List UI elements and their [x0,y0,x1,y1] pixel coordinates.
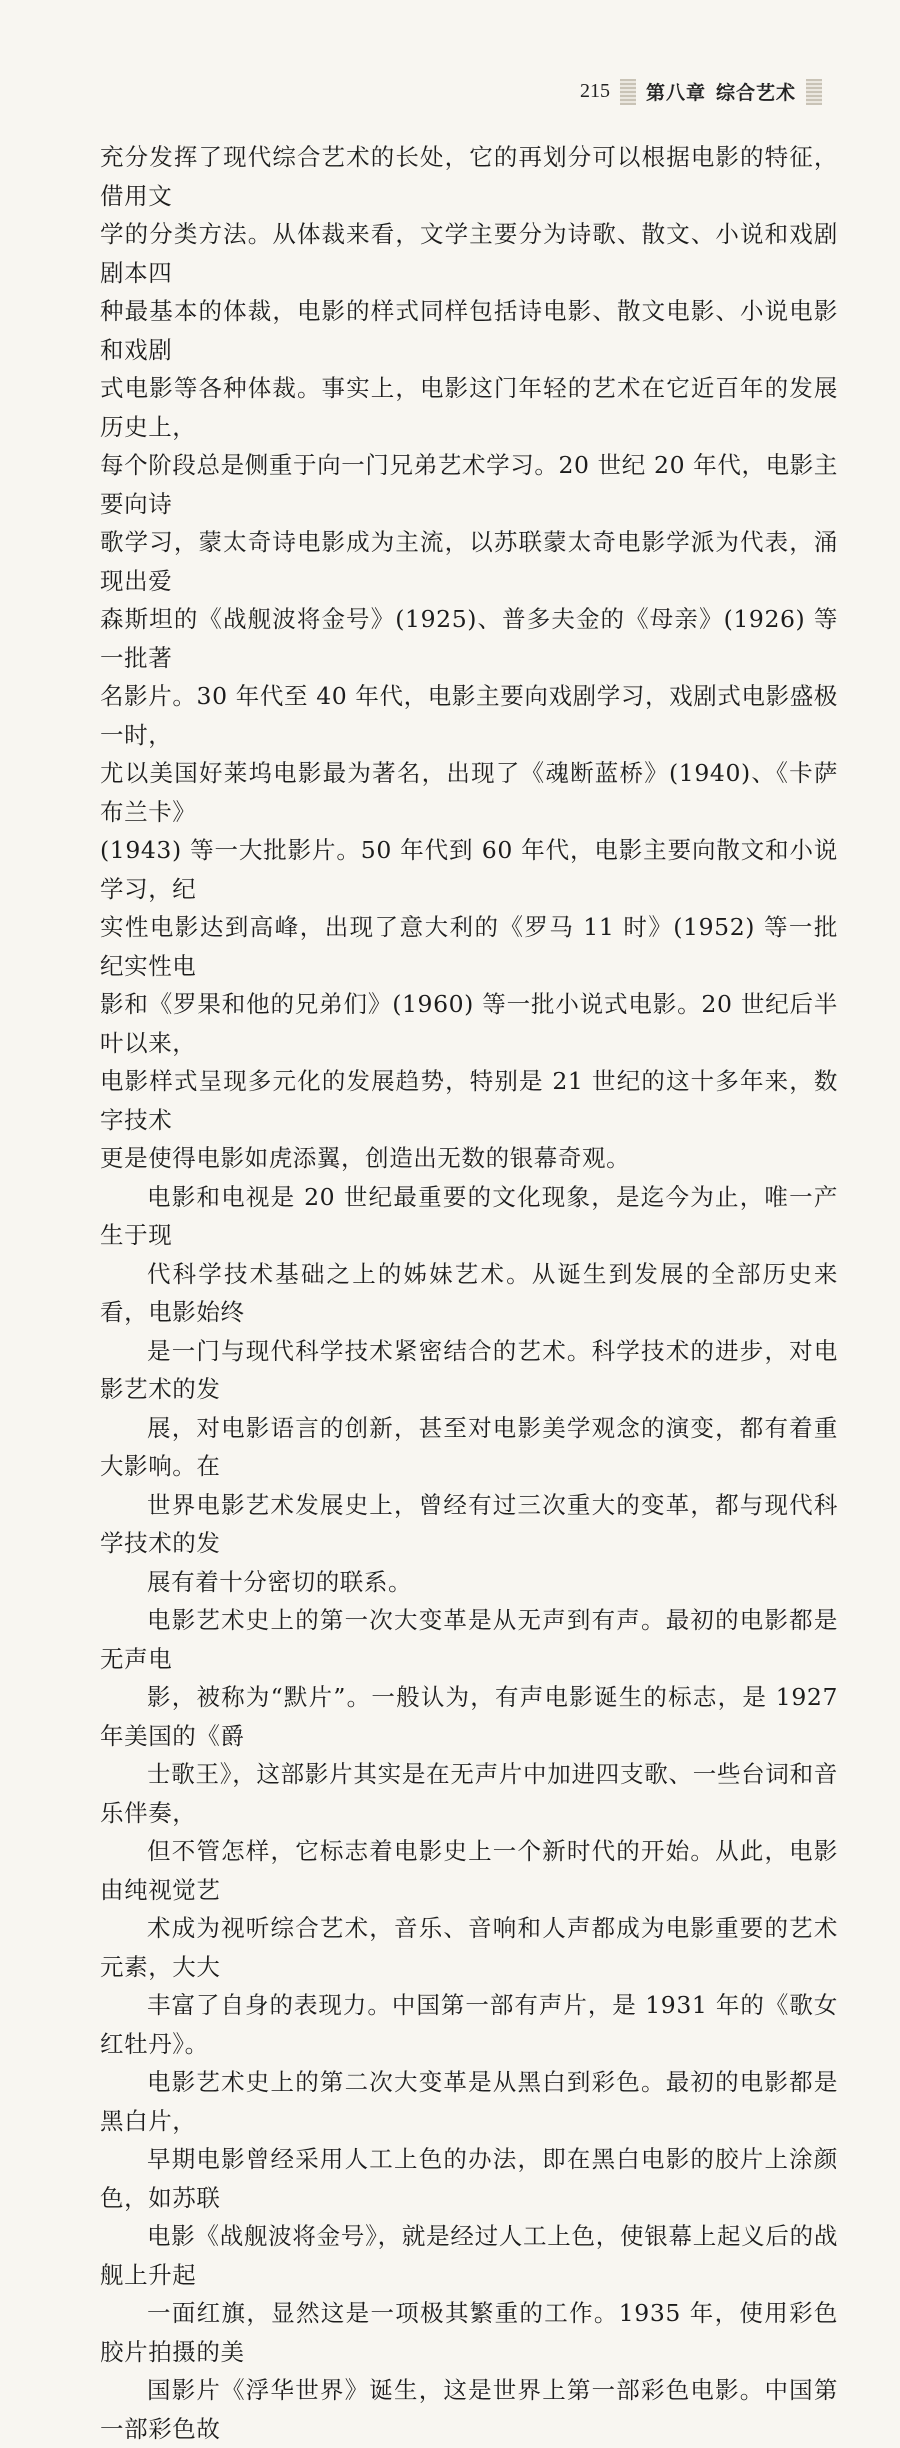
text-line: 每个阶段总是侧重于向一门兄弟艺术学习。20 世纪 20 年代，电影主要向诗 [100,451,838,518]
text-line: 展有着十分密切的联系。 [147,1567,413,1596]
text-line: 学的分类方法。从体裁来看，文学主要分为诗歌、散文、小说和戏剧剧本四 [100,220,838,287]
text-line: 一面红旗，显然这是一项极其繁重的工作。1935 年，使用彩色胶片拍摄的美 [100,2299,838,2366]
text-line: 电影和电视是 20 世纪最重要的文化现象，是迄今为止，唯一产生于现 [100,1182,838,1249]
text-line: 影和《罗果和他的兄弟们》(1960) 等一批小说式电影。20 世纪后半叶以来， [100,990,838,1057]
paragraph [100,1178,838,1602]
text-line: 电影样式呈现多元化的发展趋势，特别是 21 世纪的这十多年来，数字技术 [100,1067,838,1134]
text-line: 尤以美国好莱坞电影最为著名，出现了《魂断蓝桥》(1940)、《卡萨布兰卡》 [100,759,838,826]
text-line: 电影《战舰波将金号》，就是经过人工上色，使银幕上起义后的战舰上升起 [100,2222,838,2289]
text-line: 歌学习，蒙太奇诗电影成为主流，以苏联蒙太奇电影学派为代表，涌现出爱 [100,528,838,595]
text-line: 代科学技术基础之上的姊妹艺术。从诞生到发展的全部历史来看，电影始终 [100,1259,838,1326]
chapter-title: 综合艺术 [715,82,796,104]
chapter-label: 第八章 [645,82,706,104]
paragraph [100,138,838,1178]
text-line: 种最基本的体裁，电影的样式同样包括诗电影、散文电影、小说电影和戏剧 [100,297,838,364]
paragraph [100,1601,838,2063]
text-line: 是一门与现代科学技术紧密结合的艺术。科学技术的进步，对电影艺术的发 [100,1336,838,1403]
text-line: 实性电影达到高峰，出现了意大利的《罗马 11 时》(1952) 等一批纪实性电 [100,913,838,980]
text-line: 充分发挥了现代综合艺术的长处，它的再划分可以根据电影的特征，借用文 [100,143,838,210]
text-line: 电影艺术史上的第一次大变革是从无声到有声。最初的电影都是无声电 [100,1606,838,1673]
text-line: (1943) 等一大批影片。50 年代到 60 年代，电影主要向散文和小说学习，纪 [100,836,838,903]
text-line: 但不管怎样，它标志着电影史上一个新时代的开始。从此，电影由纯视觉艺 [100,1837,838,1904]
header-ornament-bar [620,79,636,105]
text-line: 森斯坦的《战舰波将金号》(1925)、普多夫金的《母亲》(1926) 等一批著 [100,605,838,672]
body-text [100,138,838,2448]
text-line: 名影片。30 年代至 40 年代，电影主要向戏剧学习，戏剧式电影盛极一时， [100,682,838,749]
page-number: 215 [579,80,610,102]
text-line: 术成为视听综合艺术，音乐、音响和人声都成为电影重要的艺术元素，大大 [100,1914,838,1981]
text-line: 世界电影艺术发展史上，曾经有过三次重大的变革，都与现代科学技术的发 [100,1490,838,1557]
text-line: 国影片《浮华世界》诞生，这是世界上第一部彩色电影。中国第一部彩色故 [100,2376,838,2443]
header-ornament-bar-right [806,79,822,105]
text-line: 展，对电影语言的创新，甚至对电影美学观念的演变，都有着重大影响。在 [100,1413,838,1480]
running-header [580,78,822,105]
text-line: 丰富了自身的表现力。中国第一部有声片，是 1931 年的《歌女红牡丹》。 [100,1991,838,2058]
text-line: 早期电影曾经采用人工上色的办法，即在黑白电影的胶片上涂颜色，如苏联 [100,2145,838,2212]
paragraph [100,2063,838,2448]
text-line: 式电影等各种体裁。事实上，电影这门年轻的艺术在它近百年的发展历史上， [100,374,838,441]
text-line: 影，被称为“默片”。一般认为，有声电影诞生的标志，是 1927 年美国的《爵 [100,1683,838,1750]
text-line: 更是使得电影如虎添翼，创造出无数的银幕奇观。 [100,1144,631,1172]
text-line: 电影艺术史上的第二次大变革是从黑白到彩色。最初的电影都是黑白片， [100,2068,838,2135]
text-line: 士歌王》，这部影片其实是在无声片中加进四支歌、一些台词和音乐伴奏， [100,1760,838,1827]
